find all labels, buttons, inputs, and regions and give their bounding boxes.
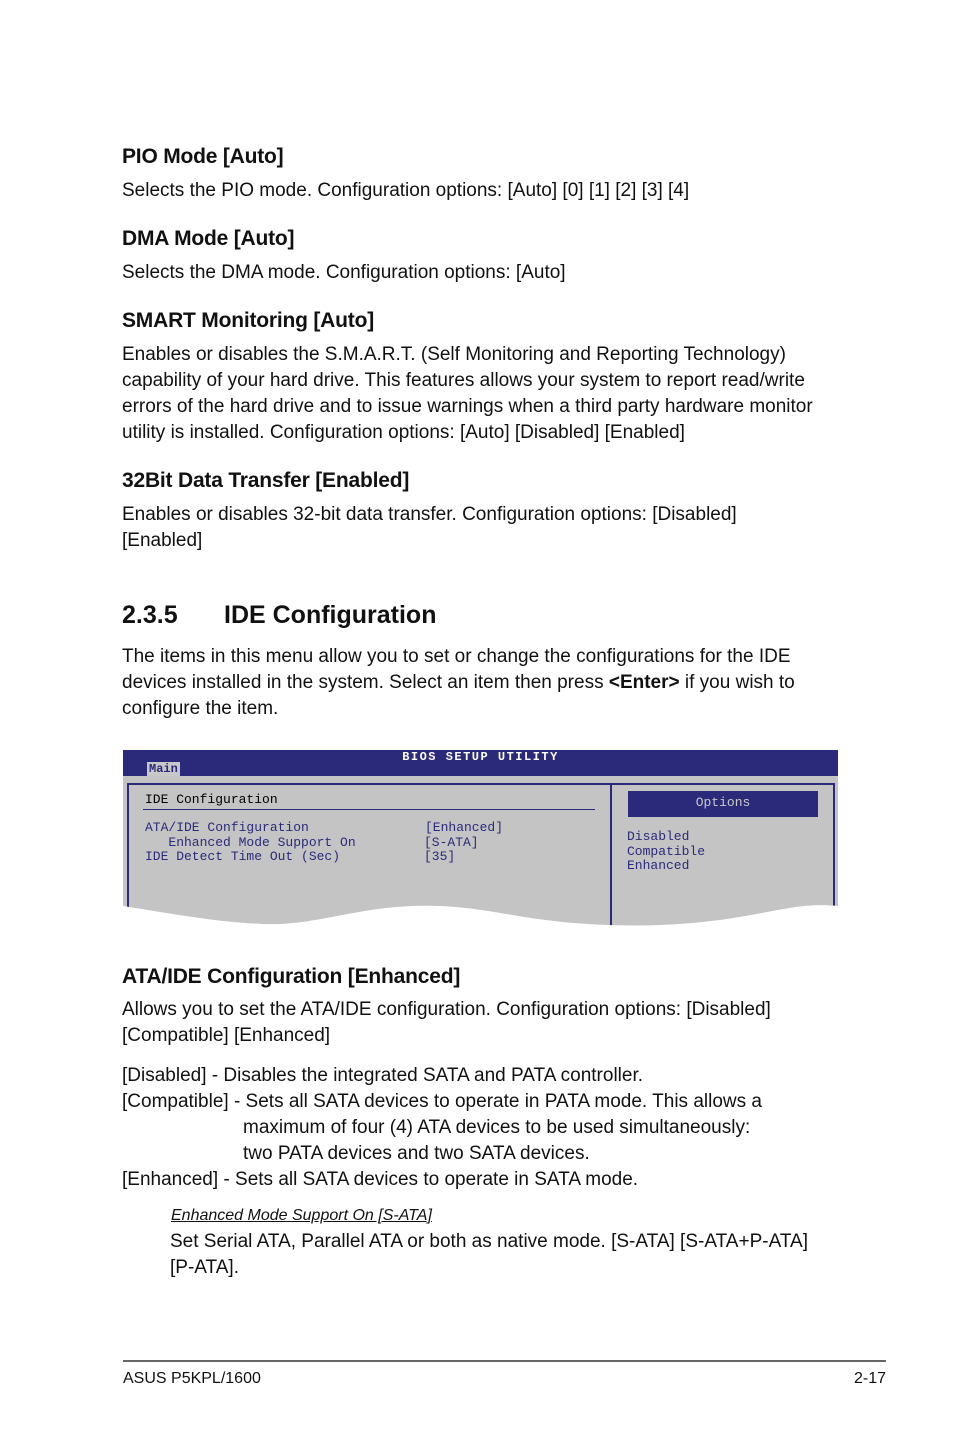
options-title: Options: [628, 791, 818, 817]
text-line: Allows you to set the ATA/IDE configuration. Configuration options: [Disabled]: [122, 999, 771, 1020]
text-line: [Enabled]: [122, 530, 203, 551]
text-line: capability of your hard drive. This features allows your system to report read/write: [122, 370, 805, 391]
bios-screenshot: [123, 750, 838, 935]
text-span: devices installed in the system. Select an item then press: [122, 672, 609, 693]
text-span: if you wish to: [679, 672, 795, 693]
text-line: utility is installed. Configuration options: [Auto] [Disabled] [Enabled]: [122, 422, 685, 443]
text-line: errors of the hard drive and to issue warnings when a third party hardware monitor: [122, 396, 813, 417]
text-line: two PATA devices and two SATA devices.: [243, 1143, 590, 1164]
option-compatible[interactable]: Compatible: [627, 843, 706, 859]
text-line: [Compatible] [Enhanced]: [122, 1025, 331, 1046]
text-line: [Compatible] - Sets all SATA devices to operate in PATA mode. This allows a: [122, 1091, 762, 1112]
text-line: [122, 670, 842, 696]
bios-title-bar: [123, 750, 838, 776]
ata-ide-description: [122, 997, 842, 1049]
smart-monitoring-heading: SMART Monitoring [Auto]: [122, 309, 374, 332]
dma-mode-heading: DMA Mode [Auto]: [122, 227, 295, 250]
text-line: [P-ATA].: [170, 1257, 239, 1278]
ide-intro: [122, 644, 842, 722]
section-title: IDE Configuration: [224, 601, 437, 629]
ata-ide-heading: ATA/IDE Configuration [Enhanced]: [122, 965, 461, 988]
ata-ide-option-details: [122, 1063, 842, 1193]
bios-panel-header: IDE Configuration: [145, 792, 278, 807]
text-line: [Enhanced] - Sets all SATA devices to operate in SATA mode.: [122, 1169, 639, 1190]
option-enhanced[interactable]: Enhanced: [627, 858, 690, 873]
32bit-transfer-heading: 32Bit Data Transfer [Enabled]: [122, 469, 410, 492]
tab-main[interactable]: Main: [149, 762, 178, 776]
text-line: The items in this menu allow you to set or change the configurations for the IDE: [122, 646, 791, 667]
bios-item-value[interactable]: [35]: [424, 849, 456, 864]
pio-mode-description: [122, 178, 842, 204]
enhanced-mode-subheading: Enhanced Mode Support On [S-ATA]: [171, 1207, 432, 1224]
torn-edge: [123, 900, 838, 935]
pio-mode-heading: PIO Mode [Auto]: [122, 145, 284, 168]
enter-key-label: <Enter>: [608, 672, 680, 693]
section-number: 2.3.5: [122, 601, 178, 629]
text-line: Selects the DMA mode. Configuration options: [Auto]: [122, 262, 566, 283]
bios-item-label[interactable]: Enhanced Mode Support On: [145, 835, 356, 850]
text-line: [Disabled] - Disables the integrated SATA and PATA controller.: [122, 1065, 644, 1086]
dma-mode-description: [122, 260, 842, 286]
bios-item-value[interactable]: [S-ATA]: [424, 835, 479, 850]
bios-title: BIOS SETUP UTILITY: [402, 750, 559, 764]
footer-product: ASUS P5KPL/1600: [123, 1370, 261, 1387]
text-line: Set Serial ATA, Parallel ATA or both as native mode. [S-ATA] [S-ATA+P-ATA]: [170, 1231, 808, 1252]
smart-monitoring-description: [122, 342, 842, 446]
text-line: Enables or disables the S.M.A.R.T. (Self Monitoring and Reporting Technology): [122, 344, 786, 365]
bios-item-label[interactable]: ATA/IDE Configuration: [145, 820, 309, 835]
text-line: Selects the PIO mode. Configuration options: [Auto] [0] [1] [2] [3] [4]: [122, 180, 690, 201]
options-list: [627, 830, 705, 874]
enhanced-mode-description: [170, 1229, 850, 1281]
footer-page-number: 2-17: [853, 1370, 886, 1387]
option-disabled[interactable]: Disabled: [627, 829, 690, 844]
bios-item-value[interactable]: [Enhanced]: [425, 820, 504, 835]
text-line: configure the item.: [122, 698, 279, 719]
bios-item-label[interactable]: IDE Detect Time Out (Sec): [145, 849, 341, 864]
footer-rule: [123, 1360, 886, 1362]
text-line: maximum of four (4) ATA devices to be used simultaneously:: [243, 1117, 751, 1138]
32bit-transfer-description: [122, 502, 842, 554]
text-line: Enables or disables 32-bit data transfer. Configuration options: [Disabled]: [122, 504, 737, 525]
bios-divider: [143, 809, 595, 810]
